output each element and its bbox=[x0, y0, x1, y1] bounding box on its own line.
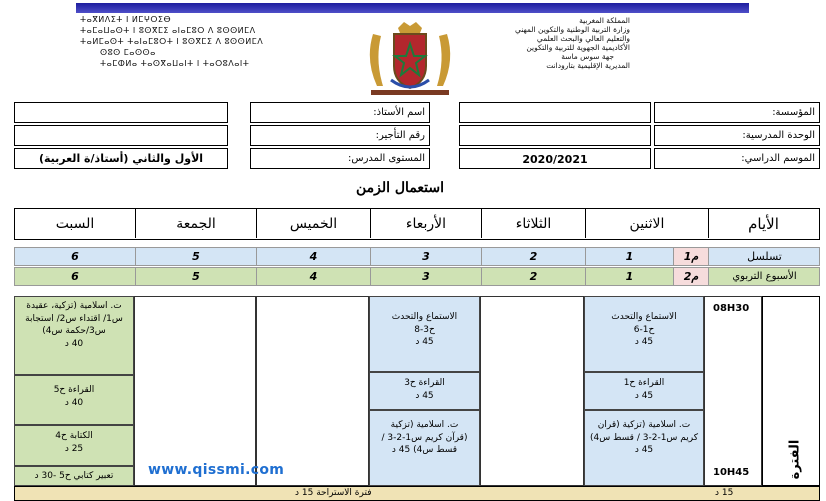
tifinagh-line-1: ⵜⴰⴳⵍⴷⵉⵜ ⵏ ⵍⵎⵖⵔⵉⴱ bbox=[80, 15, 172, 24]
thursday-column[interactable] bbox=[256, 296, 369, 486]
tifinagh-line-2: ⵜⴰⵎⴰⵡⴰⵙⵜ ⵏ ⵓⵙⴳⵎⵉ ⴰⵏⴰⵎⵓⵔ ⴷ ⵓⵙⵙⵍⵎⴷ bbox=[80, 26, 256, 35]
season-label-box bbox=[654, 148, 820, 169]
break-row bbox=[14, 486, 820, 501]
saturday-session-4[interactable]: تعبير كتابي ح5 -30 د bbox=[14, 466, 134, 486]
seq2-friday: 5 bbox=[135, 268, 256, 285]
times-column bbox=[704, 296, 762, 486]
tifinagh-line-3: ⵜⴰⵍⵎⴰⵙⵜ ⵜⴰⵏⴰⵎⵓⵔⵜ ⵏ ⵓⵙⴳⵎⵉ ⴷ ⵓⵙⵙⵍⵎⴷ bbox=[80, 37, 264, 46]
seq1-monday: 1 bbox=[585, 248, 673, 265]
unit-label: الوحدة المدرسية: bbox=[742, 130, 815, 141]
arabic-header-line-6: المديرية الإقليمية بتارودانت bbox=[546, 61, 630, 70]
sequence-row-2 bbox=[14, 267, 820, 286]
days-label: الأيام bbox=[708, 209, 818, 238]
saturday-session-2[interactable]: القراءة ح5 40 د bbox=[14, 375, 134, 425]
header-top-bar bbox=[76, 3, 749, 13]
seq2-saturday: 6 bbox=[71, 270, 79, 283]
seq2-wednesday: 3 bbox=[370, 268, 481, 285]
period-label: الفترة bbox=[787, 439, 803, 480]
season-value-box[interactable] bbox=[459, 148, 651, 169]
unit-label-box bbox=[654, 125, 820, 146]
wednesday-session-3[interactable]: ت. اسلامية (تزكية (قرآن كريم س1-2-3 / قسط س4) 45 د bbox=[369, 410, 480, 486]
seq-m2-label: م2 bbox=[673, 268, 708, 285]
day-thursday: الخميس bbox=[256, 209, 370, 238]
seq1-thursday: 4 bbox=[256, 248, 370, 265]
end-time: 10H45 bbox=[713, 467, 750, 478]
arabic-header-line-4: الأكاديمية الجهوية للتربية والتكوين bbox=[526, 43, 630, 52]
wednesday-session-2[interactable]: القراءة ح3 45 د bbox=[369, 372, 480, 410]
arabic-header-line-5: جهة سوس ماسة bbox=[561, 52, 614, 61]
saturday-session-1[interactable]: ت. اسلامية (تزكية، عقيدة س1/ اقتداء س2/ استجابة س3/حكمة س4) 40 د bbox=[14, 296, 134, 375]
seq1-friday: 5 bbox=[135, 248, 256, 265]
tuesday-column[interactable] bbox=[480, 296, 584, 486]
teacher-value-box[interactable] bbox=[14, 102, 228, 123]
seq1-saturday: 6 bbox=[71, 250, 79, 263]
school-label: المؤسسة: bbox=[772, 107, 815, 118]
seq-m1-label: م1 bbox=[673, 248, 708, 265]
arabic-header-line-1: المملكة المغربية bbox=[579, 16, 630, 25]
day-tuesday: الثلاثاء bbox=[481, 209, 585, 238]
sequence-label: تسلسل bbox=[708, 248, 820, 265]
unit-value-box[interactable] bbox=[459, 125, 651, 146]
level-label: المستوى المدرس: bbox=[348, 153, 425, 164]
day-monday: الاثنين bbox=[585, 209, 708, 238]
season-value: 2020/2021 bbox=[522, 153, 588, 166]
monday-session-3[interactable]: ت. اسلامية (تزكية (قران كريم س1-2-3 / قسط س4) 45 د bbox=[584, 410, 704, 486]
day-saturday: السبت bbox=[55, 215, 95, 232]
season-label: الموسم الدراسي: bbox=[741, 153, 815, 164]
break-text: فترة الاستراحة 15 د bbox=[295, 488, 372, 498]
page-title: استعمال الزمن bbox=[355, 180, 445, 196]
level-value-box[interactable] bbox=[14, 148, 228, 169]
tifinagh-line-5: ⵜⴰⵎⵀⵍⴰ ⵜⴰⵙⴳⴰⵡⴰⵏⵜ ⵏ ⵜⴰⵔⵓⴷⴰⵏⵜ bbox=[100, 59, 250, 68]
level-label-box bbox=[250, 148, 430, 169]
reg-value-box[interactable] bbox=[14, 125, 228, 146]
day-friday: الجمعة bbox=[135, 209, 256, 238]
seq2-thursday: 4 bbox=[256, 268, 370, 285]
arabic-header-line-2: وزارة التربية الوطنية والتكوين المهني bbox=[514, 25, 630, 34]
school-label-box bbox=[654, 102, 820, 123]
school-value-box[interactable] bbox=[459, 102, 651, 123]
saturday-session-3[interactable]: الكتابة ح4 25 د bbox=[14, 425, 134, 466]
seq2-monday: 1 bbox=[585, 268, 673, 285]
level-value: الأول والثاني (أستاذ/ة العربية) bbox=[38, 152, 204, 165]
reg-label: رقم التأجير: bbox=[375, 130, 425, 141]
watermark-link[interactable]: www.qissmi.com bbox=[148, 462, 285, 478]
seq1-tuesday: 2 bbox=[481, 248, 585, 265]
friday-column[interactable] bbox=[134, 296, 256, 486]
day-wednesday: الأربعاء bbox=[370, 209, 481, 238]
pedagogical-week-label: الأسبوع التربوي bbox=[708, 268, 820, 285]
sequence-row-1 bbox=[14, 247, 820, 266]
seq2-tuesday: 2 bbox=[481, 268, 585, 285]
period-column bbox=[762, 296, 820, 486]
teacher-label: اسم الأستاذ: bbox=[373, 107, 425, 118]
monday-session-1[interactable]: الاستماع والتحدث ح1-6 45 د bbox=[584, 296, 704, 372]
monday-session-2[interactable]: القراءة ح1 45 د bbox=[584, 372, 704, 410]
reg-label-box bbox=[250, 125, 430, 146]
days-header-row bbox=[14, 208, 820, 240]
tifinagh-line-4: ⵙⵓⵙ ⵎⴰⵙⵙⴰ bbox=[100, 48, 156, 57]
start-time: 08H30 bbox=[713, 303, 750, 314]
teacher-label-box bbox=[250, 102, 430, 123]
wednesday-session-1[interactable]: الاستماع والتحدث ح3-8 45 د bbox=[369, 296, 480, 372]
seq1-wednesday: 3 bbox=[370, 248, 481, 265]
arabic-header-line-3: والتعليم العالي والبحث العلمي bbox=[536, 34, 630, 43]
break-time: 15 د bbox=[715, 488, 734, 498]
